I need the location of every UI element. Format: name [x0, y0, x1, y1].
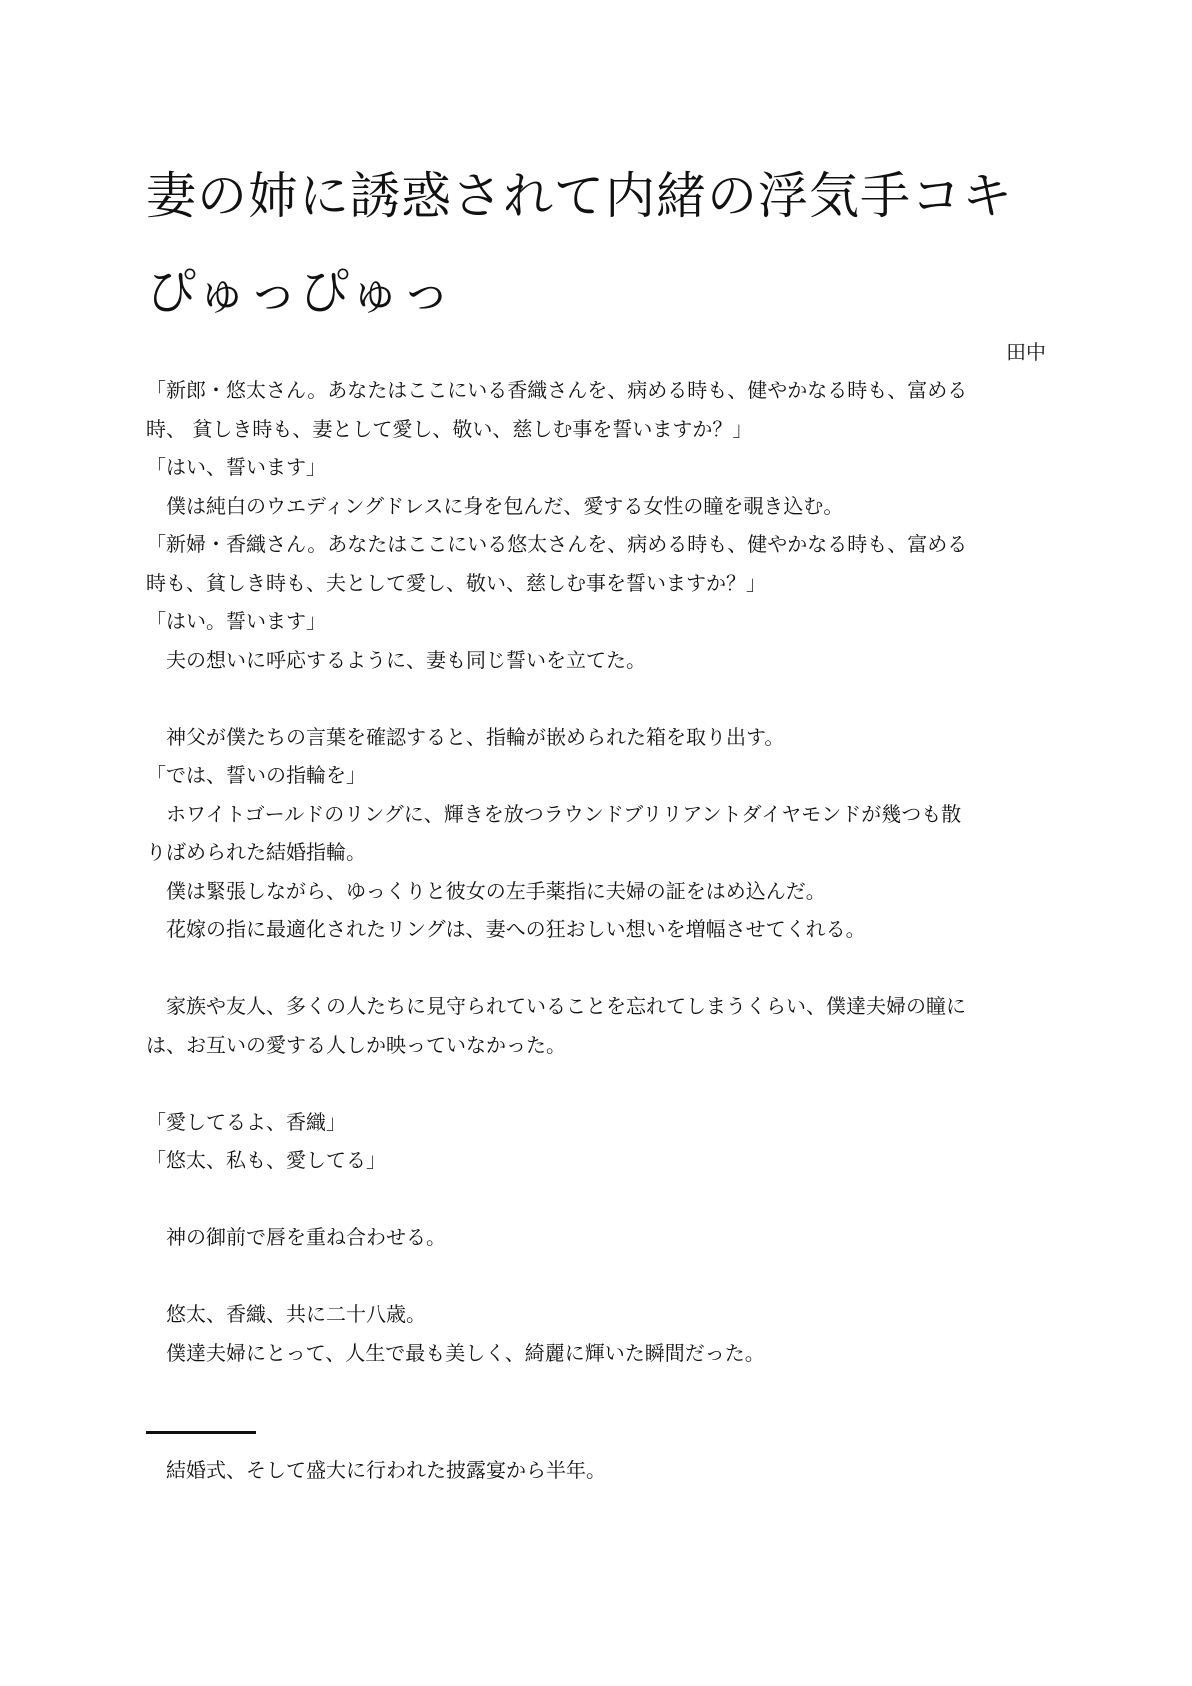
body-line: 神父が僕たちの言葉を確認すると、指輪が嵌められた箱を取り出す。	[166, 724, 785, 749]
body-line: 僕は純白のウエディングドレスに身を包んだ、愛する女性の瞳を覗き込む。	[166, 493, 844, 518]
blank-line	[146, 1064, 1046, 1103]
document-title	[146, 148, 1046, 340]
body-line: 僕は緊張しながら、ゆっくりと彼女の左手薬指に夫婦の証をはめ込んだ。	[166, 878, 826, 903]
body-line: 時、 貧しき時も、妻として愛し、敬い、慈しむ事を誓いますか？」	[146, 416, 753, 441]
body-line: ホワイトゴールドのリングに、輝きを放つラウンドブリリアントダイヤモンドが幾つも散	[166, 801, 962, 826]
section-divider	[146, 1431, 256, 1434]
body-line: 「では、誓いの指輪を」	[146, 763, 366, 787]
body-line: 僕達夫婦にとって、人生で最も美しく、綺麗に輝いた瞬間だった。	[166, 1340, 765, 1365]
title-line-2: ぴゅっぴゅっ	[146, 263, 452, 321]
blank-line	[146, 949, 1046, 988]
document-page	[146, 0, 1046, 1686]
title-line-1: 妻の姉に誘惑されて内緒の浮気手コキ	[146, 167, 1013, 225]
body-line: 悠太、香織、共に二十八歳。	[166, 1302, 426, 1326]
body-line: 「はい。誓います」	[146, 609, 326, 633]
blank-line	[146, 1257, 1046, 1296]
body-line: 「新婦・香織さん。あなたはここにいる悠太さんを、病める時も、健やかなる時も、富める	[146, 532, 968, 556]
body-line: 「悠太、私も、愛してる」	[146, 1148, 386, 1172]
body-line: 「はい、誓います」	[146, 455, 326, 479]
body-line: りばめられた結婚指輪。	[146, 840, 366, 864]
body-line: 神の御前で唇を重ね合わせる。	[166, 1225, 446, 1249]
body-text	[146, 371, 1046, 1372]
body-line: 夫の想いに呼応するように、妻も同じ誓いを立てた。	[166, 647, 646, 672]
blank-line	[146, 1180, 1046, 1219]
body-line: 「新郎・悠太さん。あなたはここにいる香織さんを、病める時も、健やかなる時も、富める	[146, 378, 968, 402]
body-line: は、お互いの愛する人しか映っていなかった。	[146, 1032, 566, 1057]
body-line: 家族や友人、多くの人たちに見守られていることを忘れてしまうくらい、僕達夫婦の瞳に	[166, 994, 966, 1018]
body-line: 「愛してるよ、香織」	[146, 1109, 346, 1134]
body-line: 花嫁の指に最適化されたリングは、妻への狂おしい想いを増幅させてくれる。	[166, 917, 866, 941]
body-line: 時も、貧しき時も、夫として愛し、敬い、慈しむ事を誓いますか？」	[146, 570, 766, 595]
blank-line	[146, 679, 1046, 718]
section-opening-line: 結婚式、そして盛大に行われた披露宴から半年。	[166, 1458, 606, 1482]
author-name: 田中	[1006, 340, 1046, 364]
